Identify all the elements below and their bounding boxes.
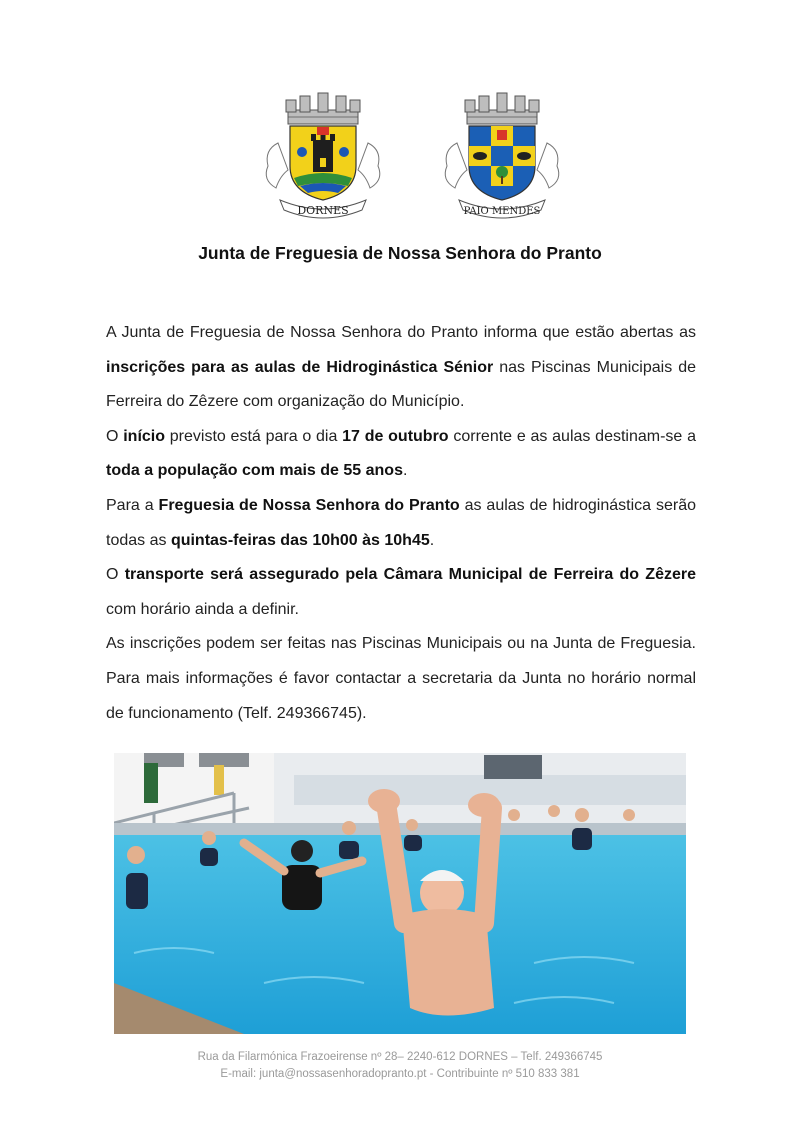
paio-mendes-coat-of-arms — [437, 88, 567, 223]
hydrogymnastics-photo — [114, 753, 686, 1034]
paragraph-transport: O transporte será assegurado pela Câmara Municipal de Ferreira do Zêzere com horário ainda a definir. — [106, 566, 697, 618]
dornes-crest-label: DORNES — [297, 204, 349, 217]
paragraph-schedule: Para a Freguesia de Nossa Senhora do Pranto as aulas de hidroginástica serão todas as quintas-feiras das 10h00 às 10h45. — [106, 496, 696, 549]
paragraph-contact: As inscrições podem ser feitas nas Piscinas Municipais ou na Junta de Freguesia. Para mais informações é favor contactar a secretaria da Junta no horário normal de funcionamento (Telf. 249366745). — [106, 635, 696, 722]
footer-email: E-mail: junta@nossasenhoradopranto.pt - Contribuinte nº 510 833 381 — [220, 1068, 580, 1080]
footer-contact — [0, 1049, 800, 1083]
paragraph-start-date: O início previsto está para o dia 17 de outubro corrente e as aulas destinam-se a toda a população com mais de 55 anos. — [106, 427, 696, 480]
dornes-coat-of-arms — [258, 88, 388, 223]
coat-of-arms-row — [0, 88, 800, 228]
announcement-body — [106, 316, 696, 731]
paio-mendes-crest-label: PAIO MENDES — [463, 206, 541, 217]
page-title: Junta de Freguesia de Nossa Senhora do Pranto — [198, 243, 602, 263]
footer-address: Rua da Filarmónica Frazoeirense nº 28– 2240-612 DORNES – Telf. 249366745 — [197, 1051, 603, 1063]
paragraph-registration: A Junta de Freguesia de Nossa Senhora do Pranto informa que estão abertas as inscrições para as aulas de Hidroginástica Sénior nas Piscinas Municipais de Ferreira do Zêzere com organização do Município. — [106, 324, 696, 411]
